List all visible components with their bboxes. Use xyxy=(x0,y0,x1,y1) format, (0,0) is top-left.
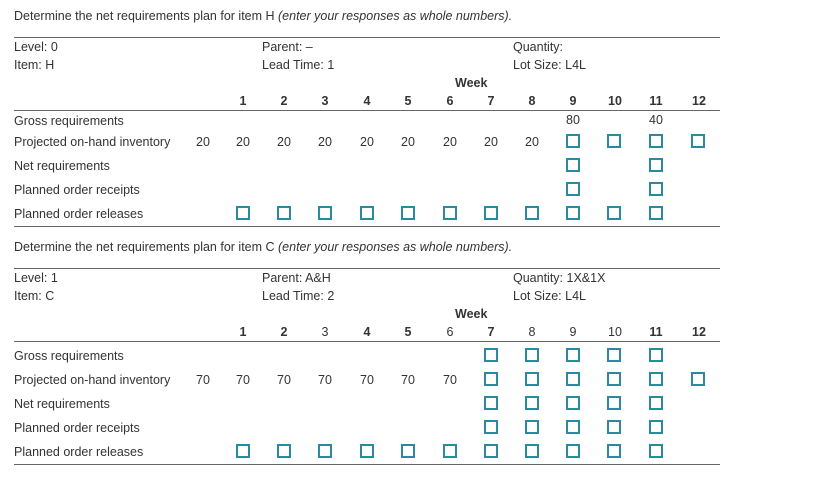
onhand-value: 20 xyxy=(401,135,415,149)
onhand-value: 20 xyxy=(443,135,457,149)
onhand-input-week11[interactable] xyxy=(649,372,663,386)
week-header: 1 xyxy=(239,325,247,339)
receipts-input-week9[interactable] xyxy=(566,420,580,434)
week-header: 9 xyxy=(569,94,577,108)
onhand-value: 70 xyxy=(236,373,250,387)
releases-input-week4[interactable] xyxy=(360,444,374,458)
lead-time-label: Lead Time: 2 xyxy=(262,289,335,303)
divider xyxy=(14,464,720,465)
week-header: 3 xyxy=(321,94,329,108)
week-header: 7 xyxy=(487,325,495,339)
gross-input-week10[interactable] xyxy=(607,348,621,362)
releases-input-week10[interactable] xyxy=(607,206,621,220)
onhand-input-week7[interactable] xyxy=(484,372,498,386)
row-label-gross: Gross requirements xyxy=(14,349,124,363)
releases-input-week11[interactable] xyxy=(649,206,663,220)
gross-input-week7[interactable] xyxy=(484,348,498,362)
releases-input-week9[interactable] xyxy=(566,206,580,220)
divider xyxy=(14,226,720,227)
week-header: 5 xyxy=(404,325,412,339)
divider xyxy=(14,341,720,342)
divider xyxy=(14,110,720,111)
onhand-value: 70 xyxy=(401,373,415,387)
onhand-value: 20 xyxy=(277,135,291,149)
onhand-input-week8[interactable] xyxy=(525,372,539,386)
net-input-week9[interactable] xyxy=(566,396,580,410)
releases-input-week5[interactable] xyxy=(401,206,415,220)
week-header: 4 xyxy=(363,325,371,339)
releases-input-week8[interactable] xyxy=(525,206,539,220)
row-label-gross: Gross requirements xyxy=(14,114,124,128)
lot-size-label: Lot Size: L4L xyxy=(513,58,586,72)
week-header: 4 xyxy=(363,94,371,108)
onhand-input-week9[interactable] xyxy=(566,134,580,148)
net-input-week7[interactable] xyxy=(484,396,498,410)
week-label: Week xyxy=(455,76,488,90)
level-label: Level: 1 xyxy=(14,271,58,285)
week-header: 11 xyxy=(649,94,663,108)
week-label: Week xyxy=(455,307,488,321)
onhand-value: 70 xyxy=(277,373,291,387)
releases-input-week3[interactable] xyxy=(318,444,332,458)
onhand-input-week10[interactable] xyxy=(607,134,621,148)
item-label: Item: C xyxy=(14,289,55,303)
releases-input-week10[interactable] xyxy=(607,444,621,458)
onhand-value: 70 xyxy=(360,373,374,387)
receipts-input-week9[interactable] xyxy=(566,182,580,196)
week-header: 8 xyxy=(528,94,536,108)
item-label: Item: H xyxy=(14,58,55,72)
gross-value-week9: 80 xyxy=(566,113,580,127)
week-header: 12 xyxy=(692,94,706,108)
receipts-input-week10[interactable] xyxy=(607,420,621,434)
onhand-input-week11[interactable] xyxy=(649,134,663,148)
onhand-initial: 20 xyxy=(196,135,210,149)
releases-input-week1[interactable] xyxy=(236,206,250,220)
row-label-releases: Planned order releases xyxy=(14,207,144,221)
divider xyxy=(14,37,720,38)
releases-input-week7[interactable] xyxy=(484,444,498,458)
net-input-week11[interactable] xyxy=(649,158,663,172)
releases-input-week5[interactable] xyxy=(401,444,415,458)
onhand-input-week12[interactable] xyxy=(691,372,705,386)
quantity-label: Quantity: 1X&1X xyxy=(513,271,606,285)
week-header: 2 xyxy=(280,325,288,339)
releases-input-week3[interactable] xyxy=(318,206,332,220)
receipts-input-week8[interactable] xyxy=(525,420,539,434)
net-input-week11[interactable] xyxy=(649,396,663,410)
week-header: 6 xyxy=(446,94,454,108)
receipts-input-week11[interactable] xyxy=(649,420,663,434)
receipts-input-week11[interactable] xyxy=(649,182,663,196)
releases-input-week6[interactable] xyxy=(443,206,457,220)
lead-time-label: Lead Time: 1 xyxy=(262,58,335,72)
net-input-week9[interactable] xyxy=(566,158,580,172)
onhand-value: 20 xyxy=(318,135,332,149)
week-header: 5 xyxy=(404,94,412,108)
parent-label: Parent: A&H xyxy=(262,271,331,285)
week-header: 6 xyxy=(446,325,454,339)
row-label-onhand: Projected on-hand inventory xyxy=(14,135,171,149)
onhand-input-week9[interactable] xyxy=(566,372,580,386)
onhand-value: 70 xyxy=(318,373,332,387)
releases-input-week9[interactable] xyxy=(566,444,580,458)
gross-input-week8[interactable] xyxy=(525,348,539,362)
week-header: 8 xyxy=(528,325,536,339)
row-label-receipts: Planned order receipts xyxy=(14,421,140,435)
instruction-item-h: Determine the net requirements plan for item H (enter your responses as whole numbers). xyxy=(14,9,513,23)
row-label-net: Net requirements xyxy=(14,397,110,411)
onhand-value: 20 xyxy=(360,135,374,149)
week-header: 11 xyxy=(649,325,663,339)
gross-input-week9[interactable] xyxy=(566,348,580,362)
parent-label: Parent: – xyxy=(262,40,313,54)
onhand-value: 20 xyxy=(525,135,539,149)
row-label-onhand: Projected on-hand inventory xyxy=(14,373,171,387)
instruction-item-c: Determine the net requirements plan for item C (enter your responses as whole numbers). xyxy=(14,240,513,254)
releases-input-week1[interactable] xyxy=(236,444,250,458)
releases-input-week4[interactable] xyxy=(360,206,374,220)
onhand-value: 20 xyxy=(484,135,498,149)
lot-size-label: Lot Size: L4L xyxy=(513,289,586,303)
week-header: 1 xyxy=(239,94,247,108)
week-header: 10 xyxy=(608,325,622,339)
net-input-week8[interactable] xyxy=(525,396,539,410)
row-label-receipts: Planned order receipts xyxy=(14,183,140,197)
divider xyxy=(14,268,720,269)
week-header: 10 xyxy=(608,94,622,108)
releases-input-week6[interactable] xyxy=(443,444,457,458)
receipts-input-week7[interactable] xyxy=(484,420,498,434)
week-header: 3 xyxy=(321,325,329,339)
releases-input-week7[interactable] xyxy=(484,206,498,220)
week-header: 7 xyxy=(487,94,495,108)
week-header: 2 xyxy=(280,94,288,108)
releases-input-week8[interactable] xyxy=(525,444,539,458)
releases-input-week2[interactable] xyxy=(277,444,291,458)
onhand-value: 70 xyxy=(443,373,457,387)
level-label: Level: 0 xyxy=(14,40,58,54)
releases-input-week11[interactable] xyxy=(649,444,663,458)
gross-input-week11[interactable] xyxy=(649,348,663,362)
row-label-releases: Planned order releases xyxy=(14,445,144,459)
week-header: 9 xyxy=(569,325,577,339)
week-header: 12 xyxy=(692,325,706,339)
onhand-input-week10[interactable] xyxy=(607,372,621,386)
onhand-input-week12[interactable] xyxy=(691,134,705,148)
net-input-week10[interactable] xyxy=(607,396,621,410)
onhand-initial: 70 xyxy=(196,373,210,387)
releases-input-week2[interactable] xyxy=(277,206,291,220)
row-label-net: Net requirements xyxy=(14,159,110,173)
onhand-value: 20 xyxy=(236,135,250,149)
quantity-label: Quantity: xyxy=(513,40,564,54)
gross-value-week11: 40 xyxy=(649,113,663,127)
